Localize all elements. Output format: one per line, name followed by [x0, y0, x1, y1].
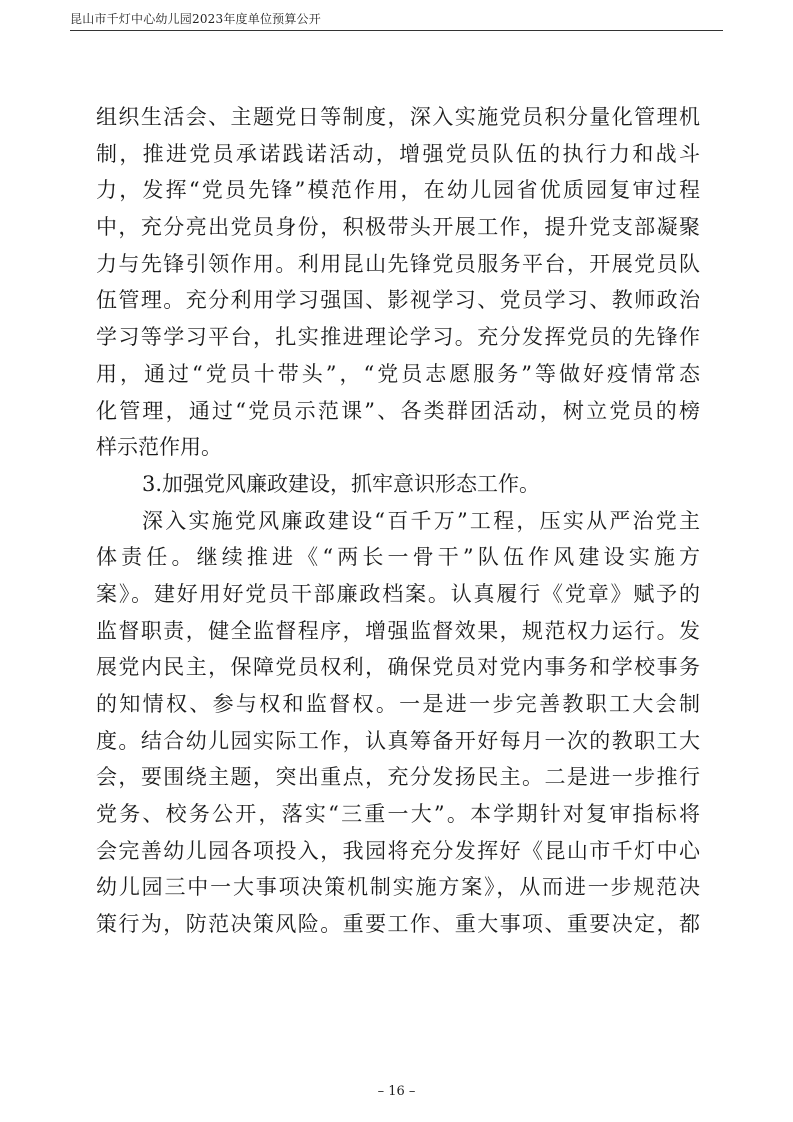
header-divider: [70, 30, 723, 31]
text-line: 案》。建好用好党员干部廉政档案。认真履行《党章》赋予的: [96, 581, 700, 606]
text-line: 3.加强党风廉政建设，抓牢意识形态工作。: [142, 471, 541, 496]
text-line: 深入实施党风廉政建设“百千万”工程，压实从严治党主: [142, 508, 700, 533]
text-line: 党务、校务公开，落实“三重一大”。本学期针对复审指标将: [96, 802, 700, 827]
text-line: 幼儿园三中一大事项决策机制实施方案》，从而进一步规范决: [96, 875, 700, 900]
text-line: 监督职责，健全监督程序，增强监督效果，规范权力运行。发: [96, 618, 700, 643]
text-line: 展党内民主，保障党员权利，确保党员对党内事务和学校事务: [96, 655, 700, 680]
text-line: 力，发挥“党员先锋”模范作用，在幼儿园省优质园复审过程: [96, 178, 700, 203]
text-line: 策行为，防范决策风险。重要工作、重大事项、重要决定，都: [96, 912, 700, 937]
paragraph: [96, 503, 700, 943]
text-line: 化管理，通过“党员示范课”、各类群团活动，树立党员的榜: [96, 398, 700, 423]
text-line: 组织生活会、主题党日等制度，深入实施党员积分量化管理机: [96, 105, 700, 129]
text-line: 会，要围绕主题，突出重点，充分发扬民主。二是进一步推行: [96, 765, 700, 790]
text-line: 样示范作用。: [96, 435, 222, 460]
text-line: 体责任。继续推进《“两长一骨干”队伍作风建设实施方: [96, 545, 700, 570]
page-header-title: 昆山市千灯中心幼儿园2023年度单位预算公开: [70, 12, 321, 26]
text-line: 力与先锋引领作用。利用昆山先锋党员服务平台，开展党员队: [96, 251, 700, 276]
paragraph: [96, 99, 700, 466]
document-body: [96, 99, 700, 943]
text-line: 中，充分亮出党员身份，积极带头开展工作，提升党支部凝聚: [96, 215, 700, 240]
text-line: 用，通过“党员十带头”，“党员志愿服务”等做好疫情常态: [96, 361, 700, 386]
text-line: 度。结合幼儿园实际工作，认真筹备开好每月一次的教职工大: [96, 728, 700, 753]
text-line: 的知情权、参与权和监督权。一是进一步完善教职工大会制: [96, 692, 700, 716]
page-number: – 16 –: [377, 1084, 416, 1099]
text-line: 会完善幼儿园各项投入，我园将充分发挥好《昆山市千灯中心: [96, 838, 700, 863]
text-line: 学习等学习平台，扎实推进理论学习。充分发挥党员的先锋作: [96, 325, 700, 350]
text-line: 伍管理。充分利用学习强国、影视学习、党员学习、教师政治: [96, 288, 700, 313]
text-line: 制，推进党员承诺践诺活动，增强党员队伍的执行力和战斗: [96, 141, 700, 166]
section-heading: [96, 466, 700, 503]
